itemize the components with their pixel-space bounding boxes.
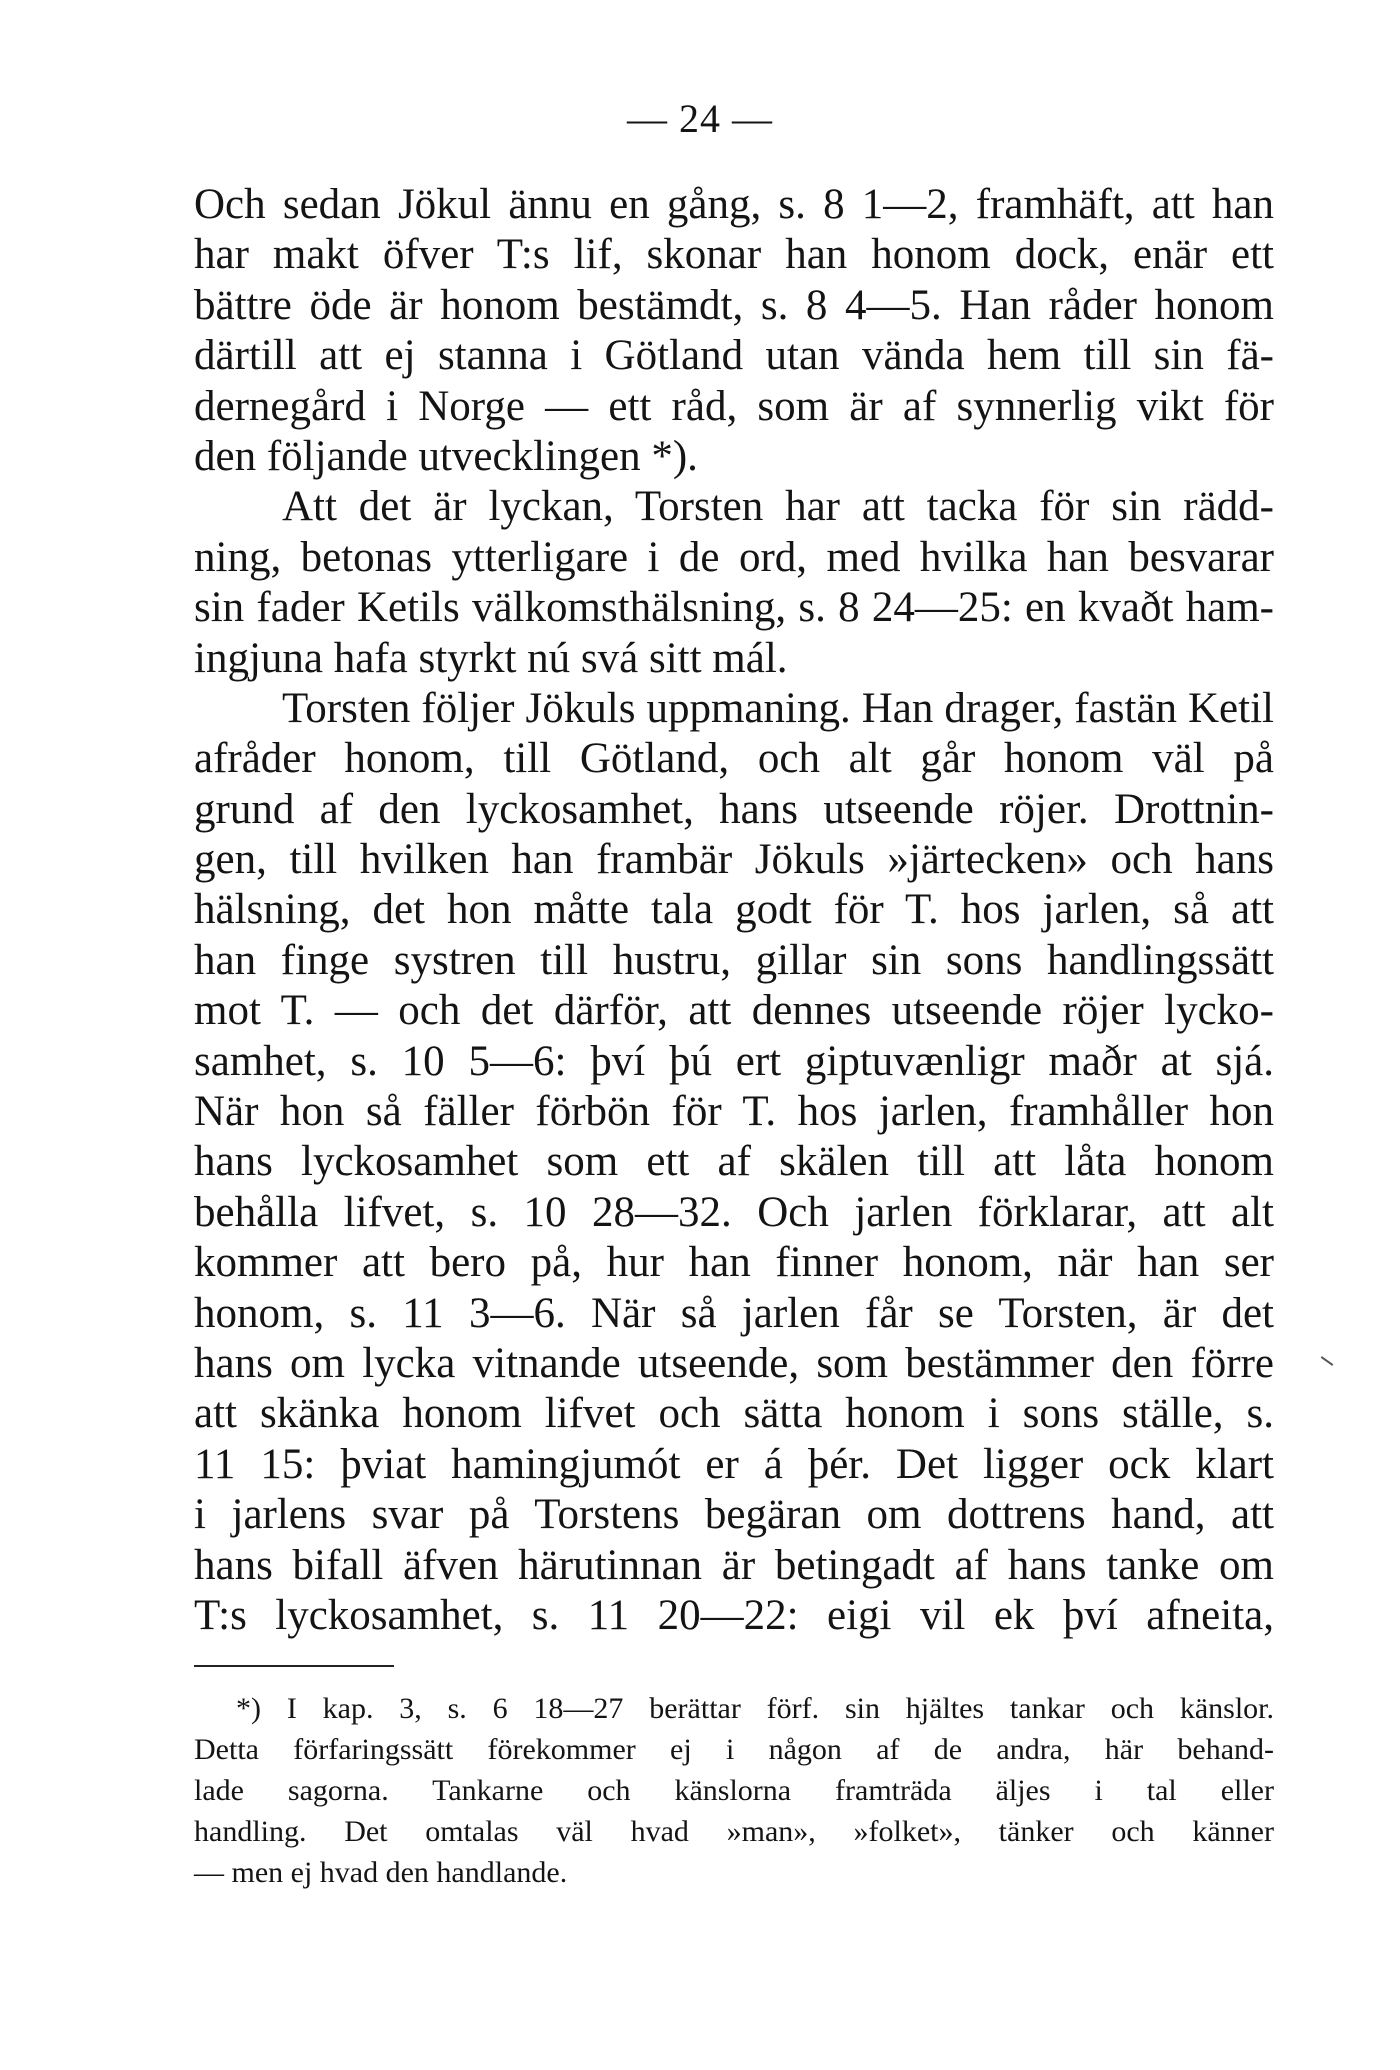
- footnote-line: *) I kap. 3, s. 6 18—27 berättar förf. sin hjältes tankar och känslor.: [236, 1692, 1274, 1725]
- text-line: Att det är lyckan, Torsten har att tacka för sin rädd-: [282, 483, 1274, 531]
- text-line: ingjuna hafa styrkt nú svá sitt mál.: [194, 634, 788, 682]
- text-line: har makt öfver T:s lif, skonar han honom dock, enär ett: [194, 231, 1274, 279]
- footnote: [194, 1688, 1274, 1893]
- text-line: 11 15: þviat hamingjumót er á þér. Det ligger ock klart: [194, 1440, 1274, 1488]
- footnote-separator: [194, 1665, 394, 1667]
- text-line: T:s lyckosamhet, s. 11 20—22: eigi vil ek því afneita,: [194, 1591, 1274, 1639]
- text-line: att skänka honom lifvet och sätta honom i sons ställe, s.: [194, 1390, 1274, 1438]
- text-line: Och sedan Jökul ännu en gång, s. 8 1—2, framhäft, att han: [194, 181, 1274, 228]
- text-line: afråder honom, till Götland, och alt går honom väl på: [194, 735, 1274, 783]
- footnote-line: handling. Det omtalas väl hvad »man», »folket», tänker och känner: [194, 1815, 1274, 1848]
- footnote-line: lade sagorna. Tankarne och känslorna framträda äljes i tal eller: [194, 1774, 1274, 1807]
- text-line: När hon så fäller förbön för T. hos jarlen, framhåller hon: [194, 1088, 1274, 1136]
- text-line: i jarlens svar på Torstens begäran om dottrens hand, att: [194, 1491, 1274, 1539]
- text-line: grund af den lyckosamhet, hans utseende röjer. Drottnin-: [194, 785, 1274, 833]
- text-line: hans lyckosamhet som ett af skälen till att låta honom: [194, 1138, 1274, 1186]
- text-line: den följande utvecklingen *).: [194, 432, 698, 480]
- text-line: hans om lycka vitnande utseende, som bestämmer den förre: [194, 1339, 1274, 1387]
- footnote-line: — men ej hvad den handlande.: [194, 1856, 568, 1889]
- text-line: bättre öde är honom bestämdt, s. 8 4—5. Han råder honom: [194, 281, 1274, 329]
- text-line: Torsten följer Jökuls uppmaning. Han drager, fastän Ketil: [282, 684, 1274, 732]
- text-line: sin fader Ketils välkomsthälsning, s. 8 24—25: en kvaðt ham-: [194, 584, 1274, 632]
- page-number: — 24 —: [627, 96, 773, 141]
- text-line: han finge systren till hustru, gillar sin sons handlingssätt: [194, 936, 1274, 984]
- body-text: [194, 180, 1274, 1641]
- text-line: gen, till hvilken han frambär Jökuls »järtecken» och hans: [194, 836, 1274, 884]
- text-line: hälsning, det hon måtte tala godt för T. hos jarlen, så att: [194, 886, 1274, 934]
- text-line: kommer att bero på, hur han finner honom, när han ser: [194, 1239, 1274, 1287]
- text-line: dernegård i Norge — ett råd, som är af synnerlig vikt för: [194, 382, 1274, 430]
- text-line: samhet, s. 10 5—6: því þú ert giptuvænligr maðr at sjá.: [194, 1037, 1274, 1085]
- margin-mark: [1321, 1356, 1334, 1366]
- text-line: därtill att ej stanna i Götland utan vända hem till sin fä-: [194, 332, 1274, 380]
- text-line: ning, betonas ytterligare i de ord, med hvilka han besvarar: [194, 533, 1274, 581]
- text-line: honom, s. 11 3—6. När så jarlen får se Torsten, är det: [194, 1289, 1274, 1337]
- text-line: hans bifall äfven härutinnan är betingadt af hans tanke om: [194, 1541, 1274, 1589]
- text-line: mot T. — och det därför, att dennes utseende röjer lycko-: [194, 987, 1274, 1035]
- text-line: behålla lifvet, s. 10 28—32. Och jarlen förklarar, att alt: [194, 1188, 1274, 1236]
- footnote-line: Detta förfaringssätt förekommer ej i någon af de andra, här behand-: [194, 1733, 1274, 1766]
